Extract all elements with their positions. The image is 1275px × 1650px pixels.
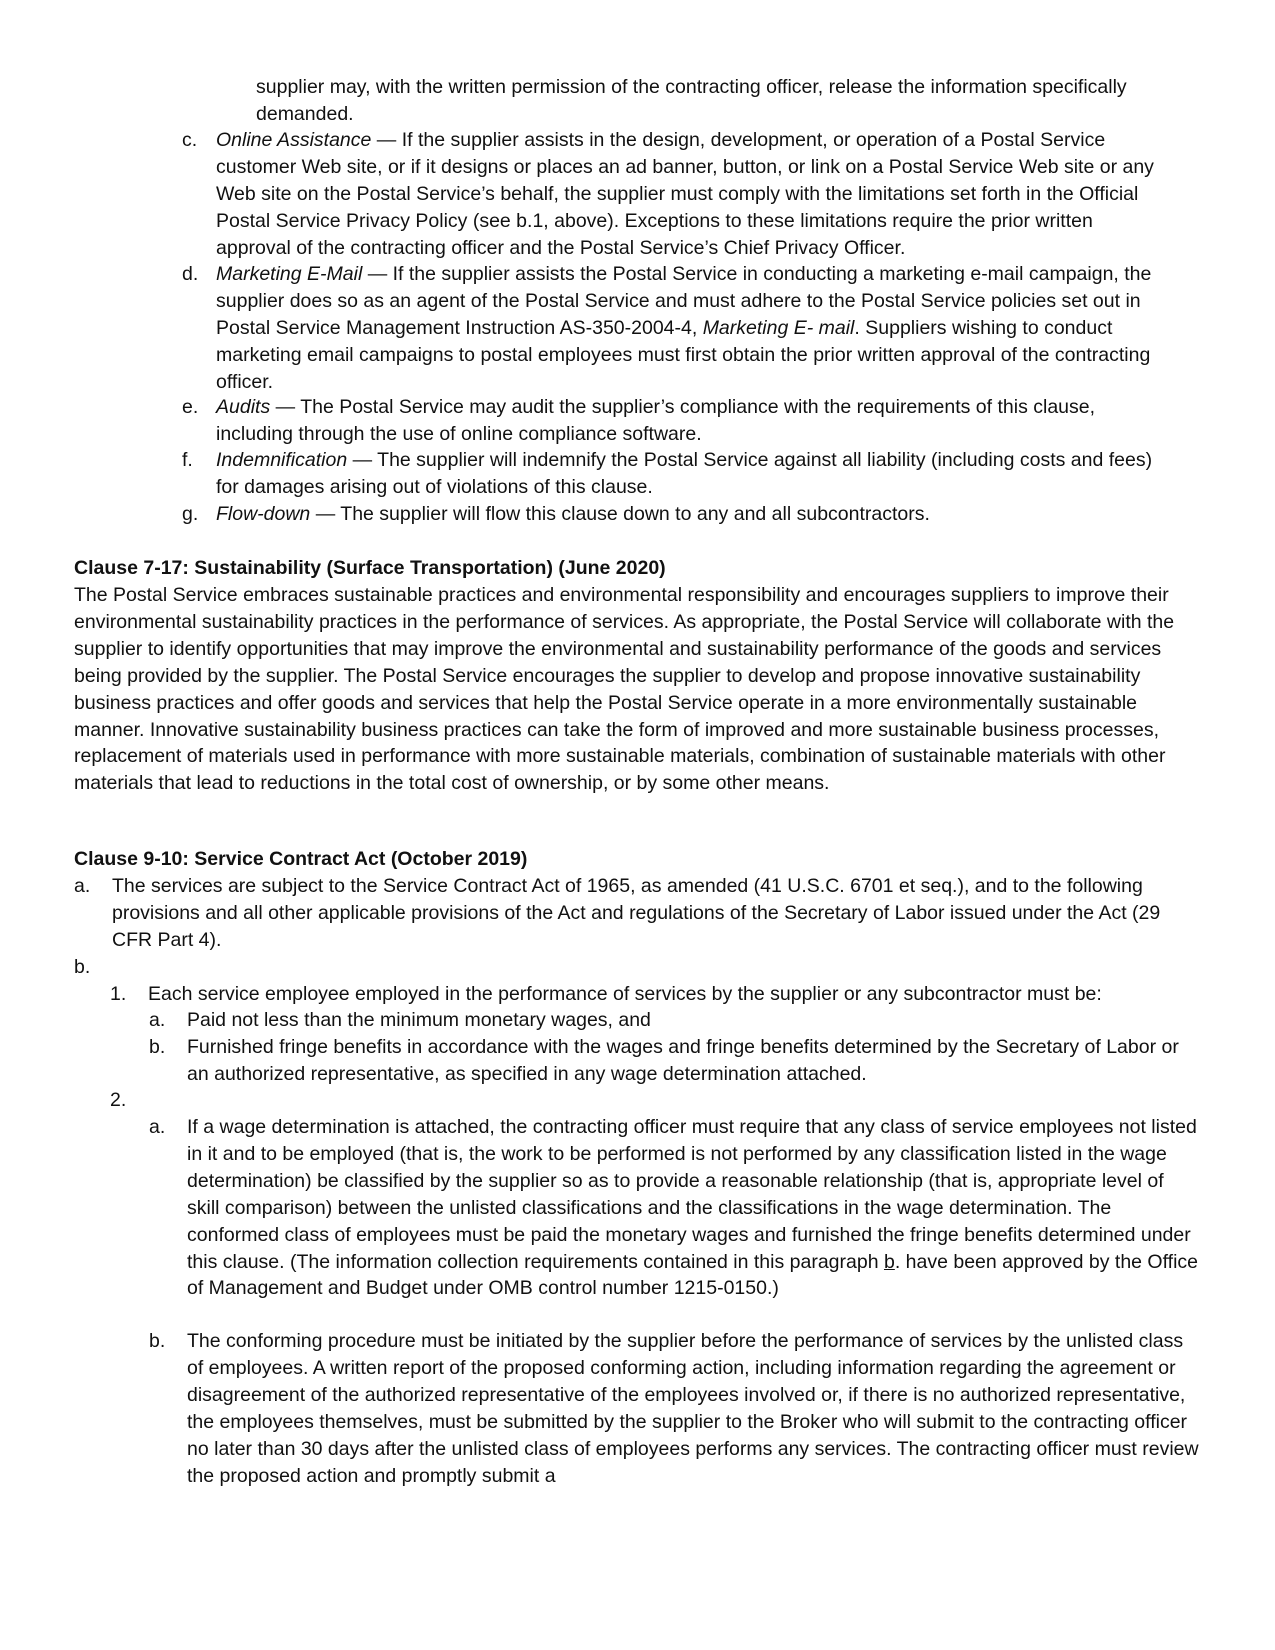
item-text: The conforming procedure must be initiated by the supplier before the performance of services by the unlisted class of employees. A written report of the proposed conforming action, including information regarding the agreement or disagreement of the authorized representative of the employees involved or, if there is no authorized representative, the employees themselves, must be submitted by the supplier to the Broker who will submit to the contracting officer no later than 30 days after the unlisted class of employees performs any services. The contracting officer must review the proposed action and promptly submit a <box>187 1330 1199 1487</box>
list-marker: b. <box>74 956 91 978</box>
item-text: The services are subject to the Service Contract Act of 1965, as amended (41 U.S.C. 6701 et seq.), and to the following provisions and all other applicable provisions of the Act and regulations of the Secretary of Labor issued under the Act (29 CFR Part 4). <box>112 875 1161 951</box>
list-item-9-10-b-1-b <box>149 1034 1199 1088</box>
item-title: Audits <box>216 396 271 418</box>
list-item-online-assistance: c. Online Assistance — If the supplier assists in the design, development, or operation of a Postal Service customer Web site, or if it designs or places an ad banner, button, or link on a Postal Service Web site or any Web site on the Postal Service’s behalf, the supplier must comply with the limitations set forth in the Official Postal Service Privacy Policy (see b.1, above). Exceptions to these limitations require the prior written approval of the contracting officer and the Postal Service’s Chief Privacy Officer. <box>182 129 1154 259</box>
list-item-9-10-b-1 <box>110 981 1190 1008</box>
list-marker: 2. <box>110 1089 127 1111</box>
item-text: Paid not less than the minimum monetary wages, and <box>187 1009 651 1031</box>
item-text-italic: Marketing E- mail <box>702 316 855 339</box>
item-title: Indemnification <box>216 449 348 471</box>
clause-body-7-17: The Postal Service embraces sustainable practices and environmental responsibility and encourages suppliers to improve their environmental sustainability practices in the performance of services. As appropriate, the Postal Service will collaborate with the supplier to identify opportunities that may improve the environmental and sustainability performance of the goods and services being provided by the supplier. The Postal Service encourages the supplier to develop and propose innovative sustainability business practices and offer goods and services that help the Postal Service operate in a more environmentally sustainable manner. Innovative sustainability business practices can take the form of improved and more sustainable business processes, replacement of materials used in performance with more sustainable materials, combination of sustainable materials with other materials that lead to reductions in the total cost of ownership, or by some other means. <box>74 584 1175 795</box>
list-item-marketing-email: d. Marketing E-Mail — If the supplier assists the Postal Service in conducting a marketing e-mail campaign, the supplier does so as an agent of the Postal Service and must adhere to the Postal Service policies set out in Postal Service Management Instruction AS-350-2004-4, Marketing E- mail. Suppliers wishing to conduct marketing email campaigns to postal employees must first obtain the prior written approval of the contracting officer. <box>182 263 1152 393</box>
list-marker: a. <box>149 1009 166 1031</box>
list-item-9-10-b-2-b <box>149 1328 1199 1489</box>
list-marker: a. <box>74 875 91 897</box>
item-title: Flow-down <box>216 503 311 525</box>
continuation-text: supplier may, with the written permission of the contracting officer, release the information specifically demanded. <box>256 76 1127 125</box>
item-text: The supplier will flow this clause down to any and all subcontractors. <box>340 503 930 525</box>
list-marker: g. <box>182 503 199 525</box>
list-marker: d. <box>182 263 199 285</box>
clause-heading-7-17: Clause 7-17: Sustainability (Surface Transportation) (June 2020) <box>74 557 666 579</box>
list-item-flow-down: g. Flow-down — The supplier will flow this clause down to any and all subcontractors. <box>182 501 1167 528</box>
list-marker: e. <box>182 396 199 418</box>
list-marker: a. <box>149 1116 166 1138</box>
item-text: . have been approved by the Office of Management and Budget under OMB control number 1215-0150.) <box>187 1250 1199 1300</box>
list-item-9-10-b-1-a <box>149 1007 1199 1034</box>
clause-heading-9-10: Clause 9-10: Service Contract Act (October 2019) <box>74 848 528 870</box>
list-marker: b. <box>149 1036 166 1058</box>
item-title: Online Assistance <box>216 129 372 151</box>
list-marker: c. <box>182 129 198 151</box>
list-item-indemnification: f. Indemnification — The supplier will indemnify the Postal Service against all liability (including costs and fees) for damages arising out of violations of this clause. <box>182 449 1153 498</box>
list-item-9-10-a <box>74 873 1184 954</box>
item-text: If a wage determination is attached, the contracting officer must require that any class of service employees not listed in it and to be employed (that is, the work to be performed is not performed by any classification listed in the wage determination) be classified by the supplier so as to provide a reasonable relationship (that is, appropriate level of skill comparison) between the unlisted classifications and the classifications in the wage determination. The conformed class of employees must be paid the monetary wages and furnished the fringe benefits determined under this clause. (The information collection requirements contained in this paragraph <box>187 1116 1197 1273</box>
item-title: Marketing E-Mail <box>216 263 363 285</box>
list-item-audits: e. Audits — The Postal Service may audit the supplier’s compliance with the requirements of this clause, including through the use of online compliance software. <box>182 396 1096 445</box>
list-marker: b. <box>149 1330 166 1352</box>
item-text: Each service employee employed in the performance of services by the supplier or any subcontractor must be: <box>148 983 1102 1005</box>
item-text: If the supplier assists the Postal Service in conducting a marketing e-mail campaign, the supplier does so as an agent of the Postal Service and must adhere to the Postal Service policies set out in Postal Service Management Instruction AS-350-2004-4, <box>216 263 1152 339</box>
item-text: Furnished fringe benefits in accordance with the wages and fringe benefits determined by the Secretary of Labor or an authorized representative, as specified in any wage determination attached. <box>187 1036 1179 1085</box>
item-text: The supplier will indemnify the Postal Service against all liability (including costs and fees) for damages arising out of violations of this clause. <box>216 449 1153 498</box>
list-marker: f. <box>182 449 193 471</box>
item-text: . Suppliers wishing to conduct marketing email campaigns to postal employees must first obtain the prior written approval of the contracting officer. <box>216 316 1151 393</box>
list-item-9-10-b-2-a <box>149 1114 1199 1302</box>
item-text-underlined: b <box>883 1250 895 1273</box>
list-marker: 1. <box>110 983 127 1005</box>
item-text: If the supplier assists in the design, development, or operation of a Postal Service customer Web site, or if it designs or places an ad banner, button, or link on a Postal Service Web site or any Web site on the Postal Service’s behalf, the supplier must comply with the limitations set forth in the Official Postal Service Privacy Policy (see b.1, above). Exceptions to these limitations require the prior written approval of the contracting officer and the Postal Service’s Chief Privacy Officer. <box>216 129 1154 259</box>
item-text: The Postal Service may audit the supplier’s compliance with the requirements of this clause, including through the use of online compliance software. <box>216 396 1096 445</box>
